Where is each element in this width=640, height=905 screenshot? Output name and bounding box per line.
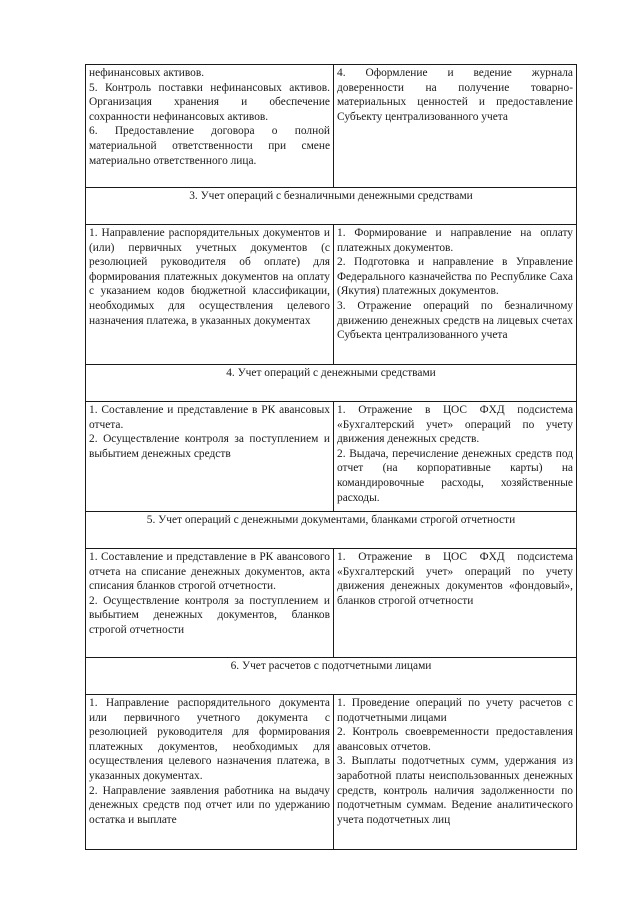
- cell-paragraph: 5. Контроль поставки нефинансовых активов. Организация хранения и обеспечение сохранности нефинансовых активов.: [89, 81, 330, 123]
- right-cell: [334, 695, 577, 850]
- cell-paragraph: 2. Выдача, перечисление денежных средств под отчет (на корпоративные карты) на командировочные расходы, хозяйственные расходы.: [337, 447, 573, 504]
- cell-paragraph: 3. Отражение операций по безналичному движению денежных средств на лицевых счетах Субъекта централизованного учета: [337, 299, 573, 342]
- responsibility-table: [85, 64, 577, 850]
- cell-paragraph: 2. Осуществление контроля за поступлением и выбытием денежных средств: [89, 433, 330, 460]
- section-heading: 5. Учет операций с денежными документами, бланками строгой отчетности: [86, 512, 577, 549]
- section-row: [86, 658, 577, 695]
- cell-paragraph: 1. Проведение операций по учету расчетов с подотчетными лицами: [337, 697, 573, 724]
- cell-paragraph: 6. Предоставление договора о полной материальной ответственности при смене материально ответственного лица.: [89, 125, 330, 167]
- table-row: [86, 549, 577, 658]
- cell-paragraph: 1. Составление и представление в РК авансовых отчета.: [89, 404, 330, 431]
- section-heading: 4. Учет операций с денежными средствами: [86, 365, 577, 402]
- cell-paragraph: 2. Направление заявления работника на выдачу денежных средств под отчет или по удержанию остатка и выплате: [89, 784, 330, 826]
- cell-paragraph: нефинансовых активов.: [89, 67, 205, 79]
- table-row: [86, 225, 577, 365]
- left-cell: [86, 225, 334, 365]
- cell-paragraph: 2. Осуществление контроля за поступлением и выбытием денежных документов, бланков строгой отчетности: [89, 594, 330, 636]
- cell-paragraph: 2. Контроль своевременности предоставления авансовых отчетов.: [337, 726, 573, 753]
- cell-paragraph: 1. Отражение в ЦОС ФХД подсистема «Бухгалтерский учет» операций по учету движения денежных средств.: [337, 404, 573, 446]
- section-row: [86, 512, 577, 549]
- section-heading: 6. Учет расчетов с подотчетными лицами: [86, 658, 577, 695]
- section-heading: 3. Учет операций с безналичными денежными средствами: [86, 188, 577, 225]
- cell-paragraph: 1. Направление распорядительного документа или первичного учетного документа с резолюцией руководителя для формирования платежных документов, необходимых для осуществления целевого назначения платежа, в указанных документах.: [89, 697, 330, 782]
- left-cell: [86, 549, 334, 658]
- left-cell: [86, 695, 334, 850]
- table-row: [86, 695, 577, 850]
- right-cell: [334, 65, 577, 188]
- table-row: [86, 402, 577, 512]
- cell-paragraph: 3. Выплаты подотчетных сумм, удержания из заработной платы неиспользованных денежных средств, контроль наличия задолженности по подотчетным суммам. Ведение аналитического учета подотчетных лиц: [337, 755, 573, 826]
- table-row: [86, 65, 577, 188]
- section-row: [86, 188, 577, 225]
- section-row: [86, 365, 577, 402]
- cell-paragraph: 1. Направление распорядительных документов и (или) первичных учетных документов (с резолюцией руководителя об оплате) для формирования платежных документов на оплату с указанием кодов бюджетной классификации, необходимых для осуществления целевого назначения платежа, в указанных документах: [89, 227, 330, 327]
- left-cell: [86, 402, 334, 512]
- cell-paragraph: 1. Составление и представление в РК авансового отчета на списание денежных документов, акта списания бланков строгой отчетности.: [89, 551, 330, 593]
- cell-paragraph: 1. Формирование и направление на оплату платежных документов.: [337, 227, 573, 254]
- cell-paragraph: 2. Подготовка и направление в Управление Федерального казначейства по Республике Саха (Якутия) платежных документов.: [337, 256, 573, 298]
- cell-paragraph: 4. Оформление и ведение журнала доверенности на получение товарно-материальных ценностей и предоставление Субъекту централизованного учета: [337, 67, 573, 123]
- right-cell: [334, 225, 577, 365]
- cell-paragraph: 1. Отражение в ЦОС ФХД подсистема «Бухгалтерский учет» операций по учету движения денежных документов «фондовый», бланков строгой отчетности: [337, 551, 573, 607]
- right-cell: [334, 549, 577, 658]
- right-cell: [334, 402, 577, 512]
- left-cell: [86, 65, 334, 188]
